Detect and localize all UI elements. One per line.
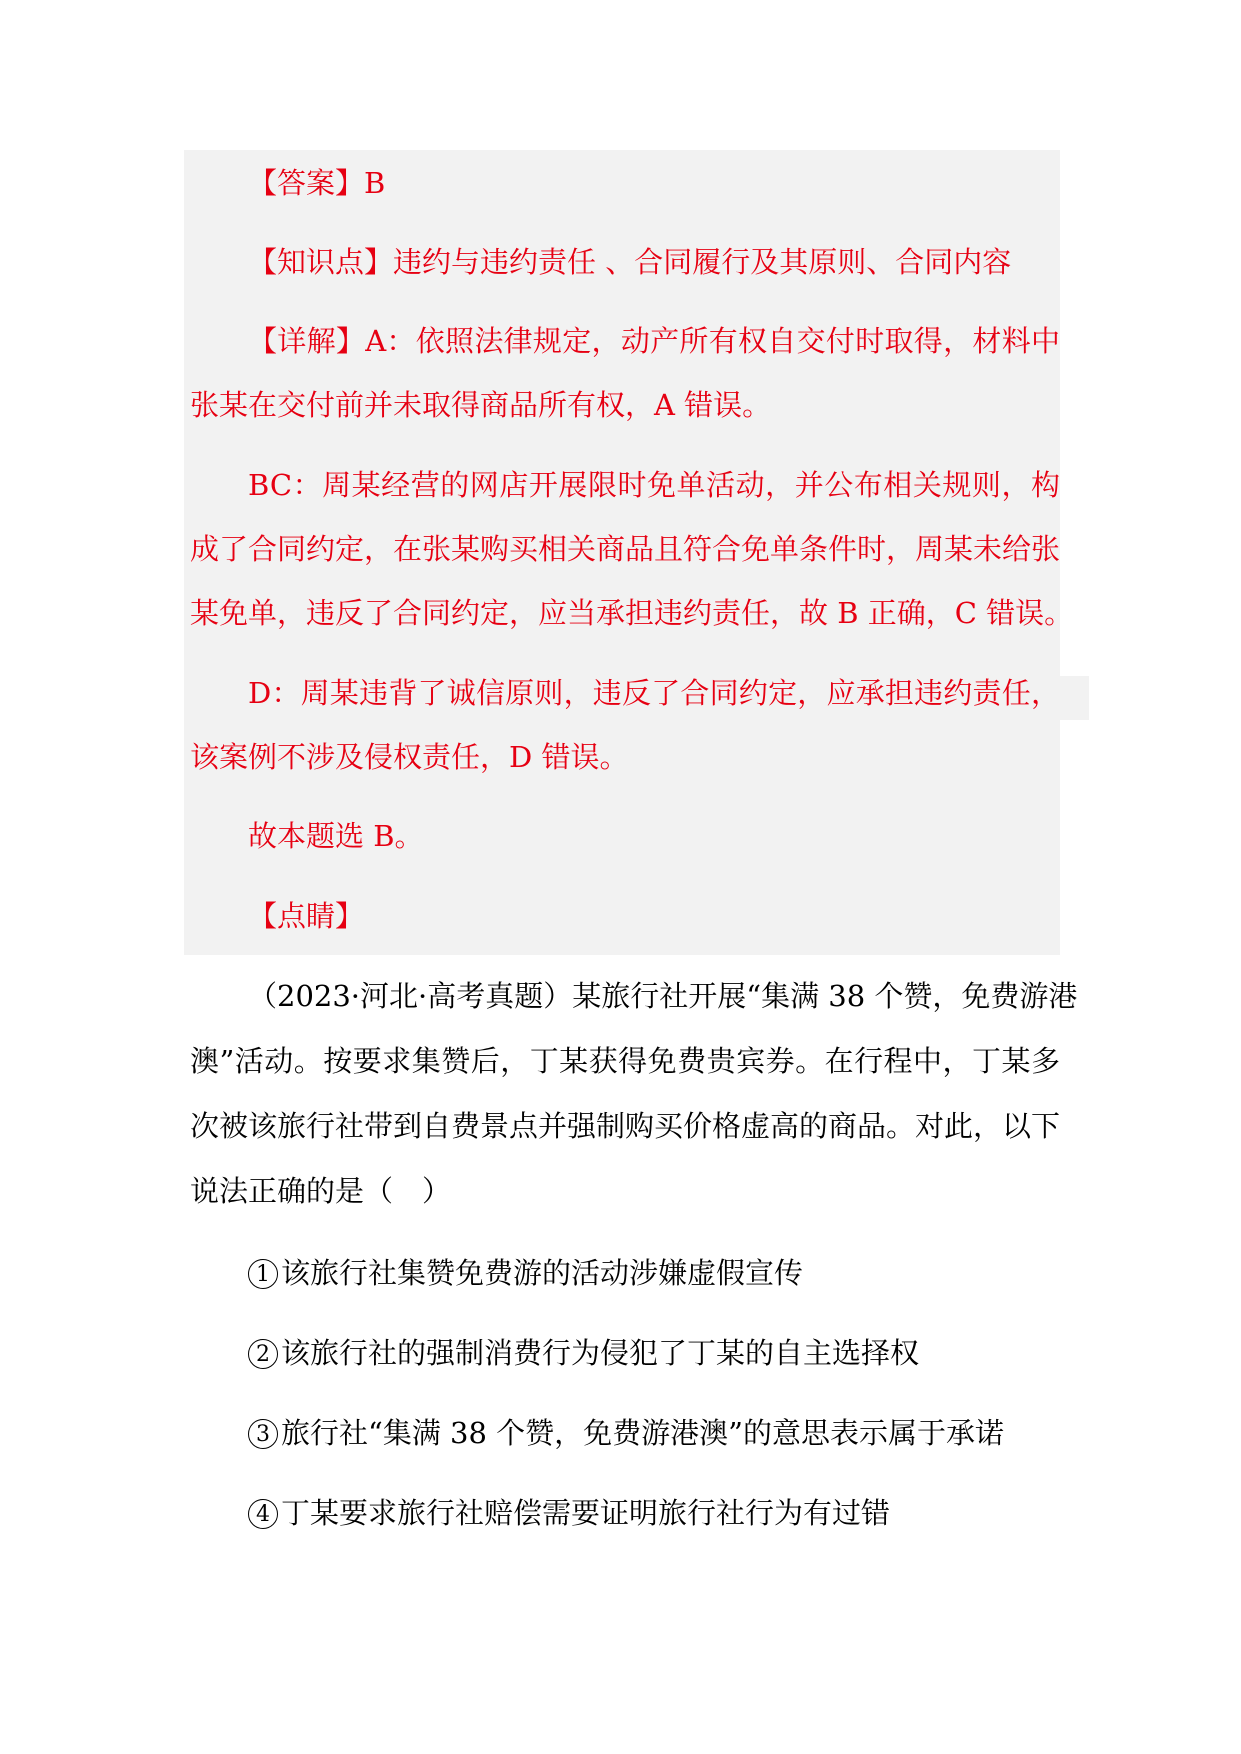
option-number: 2 xyxy=(248,1339,278,1369)
option-text: 该旅行社集赞免费游的活动涉嫌虚假宣传 xyxy=(281,1256,804,1290)
option-item xyxy=(248,1493,1118,1533)
option-item xyxy=(248,1413,1118,1453)
d-line-2: 该案例不涉及侵权责任，D 错误。 xyxy=(190,740,629,774)
answer-line: 【答案】B xyxy=(248,166,386,200)
option-item xyxy=(248,1253,1118,1293)
knowledge-point-line: 【知识点】违约与违约责任 、合同履行及其原则、合同内容 xyxy=(248,245,1012,279)
question-line-4: 说法正确的是（ ） xyxy=(190,1174,452,1208)
option-text: 该旅行社的强制消费行为侵犯了丁某的自主选择权 xyxy=(281,1336,920,1370)
bc-line-2: 成了合同约定，在张某购买相关商品且符合免单条件时，周某未给张 xyxy=(190,532,1061,566)
question-line-2: 澳”活动。按要求集赞后，丁某获得免费贵宾券。在行程中，丁某多 xyxy=(190,1044,1060,1078)
d-line-1: D：周某违背了诚信原则，违反了合同约定，应承担违约责任， xyxy=(248,676,1060,710)
answer-panel-edge xyxy=(1060,676,1089,720)
bc-line-3: 某免单，违反了合同约定，应当承担违约责任，故 B 正确，C 错误。 xyxy=(190,596,1074,630)
option-number: 1 xyxy=(248,1259,278,1289)
option-number: 4 xyxy=(248,1499,278,1529)
option-item xyxy=(248,1333,1118,1373)
detail-line-1: 【详解】A：依照法律规定，动产所有权自交付时取得，材料中 xyxy=(248,324,1060,358)
tip-heading: 【点睛】 xyxy=(248,899,365,933)
bc-line-1: BC：周某经营的网店开展限时免单活动，并公布相关规则，构 xyxy=(248,468,1060,502)
option-text: 旅行社“集满 38 个赞，免费游港澳”的意思表示属于承诺 xyxy=(281,1416,1004,1450)
option-number: 3 xyxy=(248,1419,278,1449)
detail-line-2: 张某在交付前并未取得商品所有权，A 错误。 xyxy=(190,388,772,422)
question-line-1: （2023·河北·高考真题）某旅行社开展“集满 38 个赞，免费游港 xyxy=(248,979,1078,1013)
option-text: 丁某要求旅行社赔偿需要证明旅行社行为有过错 xyxy=(281,1496,891,1530)
conclusion-line: 故本题选 B。 xyxy=(248,819,424,853)
question-line-3: 次被该旅行社带到自费景点并强制购买价格虚高的商品。对此，以下 xyxy=(190,1109,1061,1143)
